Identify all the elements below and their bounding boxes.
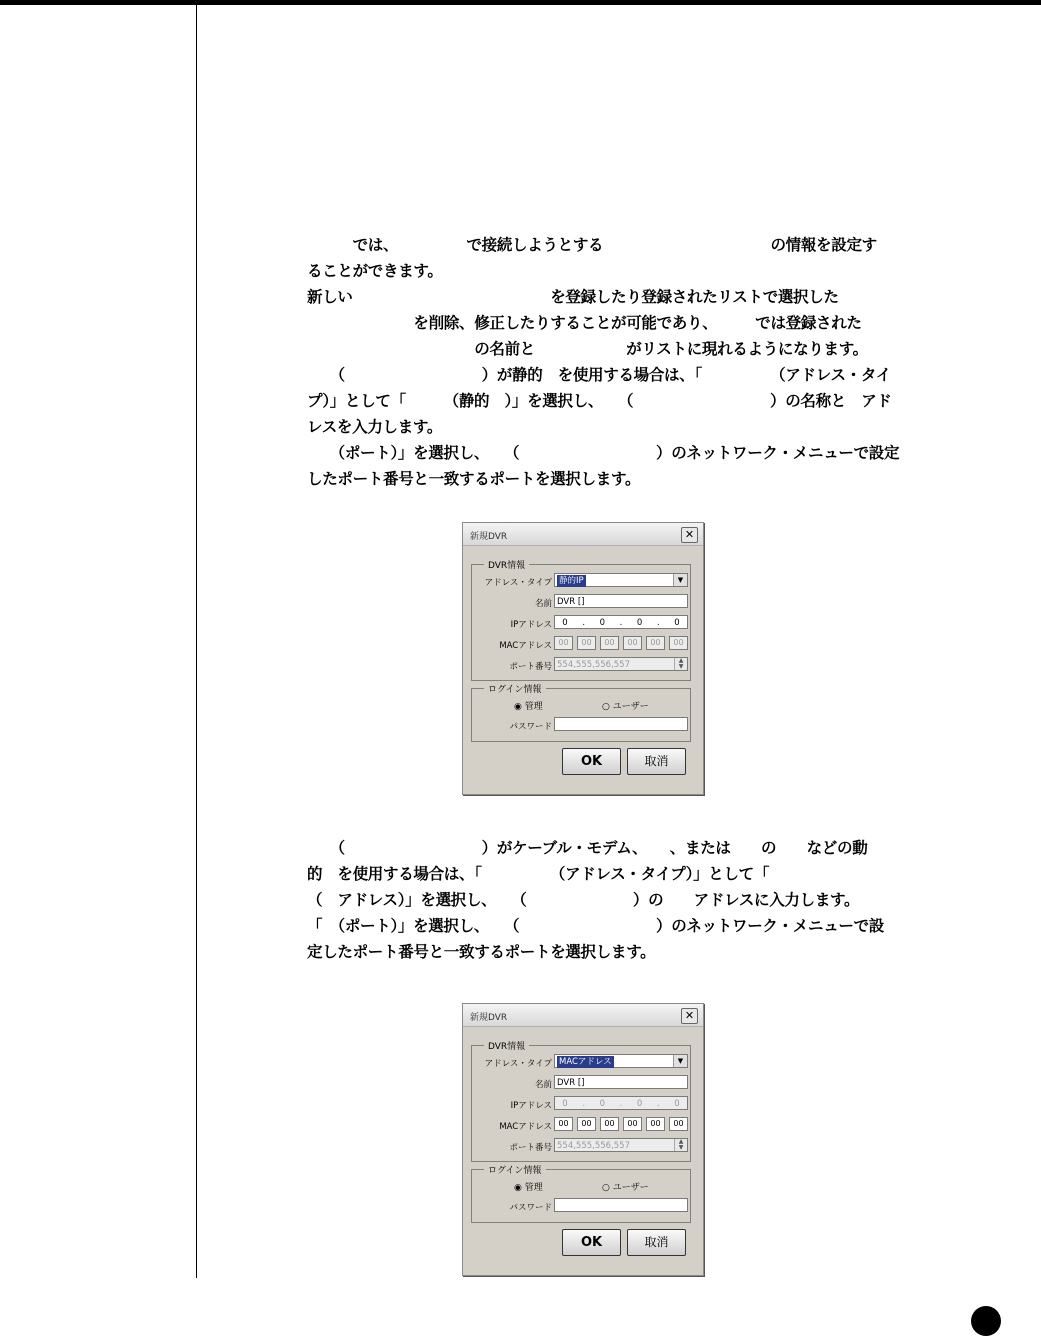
password-label: パスワード xyxy=(509,1203,552,1213)
ip-dot: . xyxy=(656,1099,660,1109)
ip-dot: . xyxy=(656,618,660,628)
ip-octet: 0 xyxy=(599,618,606,628)
ip-label: IPアドレス xyxy=(510,1101,552,1111)
group-label: DVR情報 xyxy=(484,1039,529,1052)
ip-octet: 0 xyxy=(562,1099,568,1109)
radio-admin-label: 管理 xyxy=(524,1183,543,1193)
chevron-down-icon[interactable]: ▼ xyxy=(673,1055,687,1067)
text-line: プ）」として「 （静的 ）」を選択し、 （ ）の名称と アド xyxy=(307,392,892,410)
group-label: DVR情報 xyxy=(484,558,529,571)
text-line: 新しい を登録したり登録されたリストで選択した xyxy=(307,288,839,306)
ip-label: IPアドレス xyxy=(510,620,552,630)
radio-user-label: ユーザー xyxy=(612,1183,649,1193)
ip-octet: 0 xyxy=(562,618,568,628)
name-input[interactable]: DVR [] xyxy=(554,1075,688,1089)
mac-octet-input: 00 xyxy=(577,636,596,650)
mac-octet-input: 00 xyxy=(600,636,619,650)
ip-octet: 0 xyxy=(674,618,680,628)
text-line: （ アドレス）」を選択し、 （ ）の アドレスに入力します。 xyxy=(307,891,860,909)
password-input[interactable] xyxy=(554,1198,688,1212)
mac-octet-input: 00 xyxy=(623,636,642,650)
ok-button[interactable]: OK xyxy=(562,1229,621,1256)
password-input[interactable] xyxy=(554,717,688,731)
dialog-title: 新規DVR xyxy=(470,1013,508,1023)
radio-user[interactable]: ○ ユーザー xyxy=(602,1183,649,1193)
ip-dot: . xyxy=(619,1099,623,1109)
paragraph-static-ip xyxy=(307,232,924,492)
address-type-row xyxy=(472,573,690,589)
mac-octet-input[interactable]: 00 xyxy=(623,1117,642,1131)
text-line: （ ）が静的 を使用する場合は、「 （アドレス・タイ xyxy=(307,366,891,384)
dvr-info-group xyxy=(471,1042,691,1162)
port-label: ポート番号 xyxy=(509,662,552,672)
address-type-label: アドレス・タイプ xyxy=(484,578,552,588)
port-label: ポート番号 xyxy=(509,1143,552,1153)
mac-octet-input[interactable]: 00 xyxy=(554,1117,573,1131)
text-line: 定したポート番号と一致するポートを選択します。 xyxy=(307,943,656,961)
spinner-icon[interactable]: ▲ ▼ xyxy=(674,1139,687,1151)
mac-label: MACアドレス xyxy=(499,641,552,651)
address-type-select[interactable] xyxy=(554,1054,688,1068)
mac-octet-input[interactable]: 00 xyxy=(600,1117,619,1131)
mac-row xyxy=(472,1117,690,1133)
ip-row xyxy=(472,1096,690,1112)
mac-row xyxy=(472,636,690,652)
group-label: ログイン情報 xyxy=(484,1163,546,1176)
login-info-group xyxy=(471,1166,691,1223)
close-icon[interactable]: ✕ xyxy=(681,527,698,543)
ip-octet: 0 xyxy=(599,1099,606,1109)
new-dvr-dialog-static-ip xyxy=(462,522,704,795)
port-input[interactable] xyxy=(554,657,688,671)
text-line: （ポート）」を選択し、 （ ）のネットワーク・メニューで設定 xyxy=(307,444,900,462)
new-dvr-dialog-mac xyxy=(462,1003,704,1276)
mac-octet-input: 00 xyxy=(669,636,688,650)
name-input[interactable]: DVR [] xyxy=(554,594,688,608)
radio-admin-label: 管理 xyxy=(524,702,543,712)
cancel-button[interactable]: 取消 xyxy=(627,1229,686,1256)
dialog-titlebar xyxy=(463,523,703,546)
address-type-row xyxy=(472,1054,690,1070)
text-line: では、 で接続しようとする の情報を設定す xyxy=(307,236,877,254)
name-row xyxy=(472,594,690,610)
radio-user[interactable]: ○ ユーザー xyxy=(602,702,649,712)
mac-octet-input[interactable]: 00 xyxy=(577,1117,596,1131)
left-margin-rule xyxy=(196,5,197,1278)
ip-octet: 0 xyxy=(674,1099,680,1109)
name-row xyxy=(472,1075,690,1091)
ip-address-input xyxy=(554,1096,688,1110)
port-row xyxy=(472,657,690,673)
ip-dot: . xyxy=(582,618,586,628)
dialog-titlebar xyxy=(463,1004,703,1027)
address-type-label: アドレス・タイプ xyxy=(484,1059,552,1069)
mac-octet-input: 00 xyxy=(554,636,573,650)
spinner-icon[interactable]: ▲ ▼ xyxy=(674,658,687,670)
mac-octet-input[interactable]: 00 xyxy=(646,1117,665,1131)
ok-button[interactable]: OK xyxy=(562,748,621,775)
ip-octet: 0 xyxy=(636,618,643,628)
text-line: （ ）がケーブル・モデム、 、または の などの動 xyxy=(307,839,868,857)
radio-user-label: ユーザー xyxy=(612,702,649,712)
text-line: したポート番号と一致するポートを選択します。 xyxy=(307,470,641,488)
chevron-down-icon[interactable]: ▼ xyxy=(673,574,687,586)
ip-dot: . xyxy=(619,618,623,628)
text-line: の名前と がリストに現れるようになります。 xyxy=(307,340,868,358)
port-value: 554,555,556,557 xyxy=(557,660,631,670)
mac-octet-input: 00 xyxy=(646,636,665,650)
port-row xyxy=(472,1138,690,1154)
dvr-info-group xyxy=(471,561,691,681)
text-line: を削除、修正したりすることが可能であり、 では登録された xyxy=(307,314,862,332)
mac-label: MACアドレス xyxy=(499,1122,552,1132)
login-info-group xyxy=(471,685,691,742)
dialog-title: 新規DVR xyxy=(470,532,508,542)
password-label: パスワード xyxy=(509,722,552,732)
top-rule xyxy=(0,0,1041,5)
mac-octet-input[interactable]: 00 xyxy=(669,1117,688,1131)
mac-address-fields xyxy=(554,1117,688,1131)
ip-dot: . xyxy=(582,1099,586,1109)
paragraph-dynamic-ip xyxy=(307,835,924,965)
name-label: 名前 xyxy=(534,1080,552,1090)
ip-octet: 0 xyxy=(636,1099,643,1109)
address-type-select[interactable] xyxy=(554,573,688,587)
address-type-value: 静的IP xyxy=(559,576,584,586)
ip-address-input[interactable] xyxy=(554,615,688,629)
radio-admin[interactable]: ◉ 管理 xyxy=(514,1183,543,1193)
password-row xyxy=(472,717,690,733)
page-marker-dot xyxy=(971,1306,1001,1336)
text-line: レスを入力します。 xyxy=(307,418,443,436)
address-type-value: MACアドレス xyxy=(559,1057,612,1067)
mac-address-fields xyxy=(554,636,688,650)
close-icon[interactable]: ✕ xyxy=(681,1008,698,1024)
text-line: 的 を使用する場合は、「 （アドレス・タイプ）」として「 xyxy=(307,865,770,883)
group-label: ログイン情報 xyxy=(484,682,546,695)
text-line: ることができます。 xyxy=(307,262,443,280)
port-input[interactable] xyxy=(554,1138,688,1152)
name-label: 名前 xyxy=(534,599,552,609)
password-row xyxy=(472,1198,690,1214)
radio-admin[interactable]: ◉ 管理 xyxy=(514,702,543,712)
cancel-button[interactable]: 取消 xyxy=(627,748,686,775)
port-value: 554,555,556,557 xyxy=(557,1141,631,1151)
text-line: 「 （ポート）」を選択し、 （ ）のネットワーク・メニューで設 xyxy=(307,917,885,935)
ip-row xyxy=(472,615,690,631)
